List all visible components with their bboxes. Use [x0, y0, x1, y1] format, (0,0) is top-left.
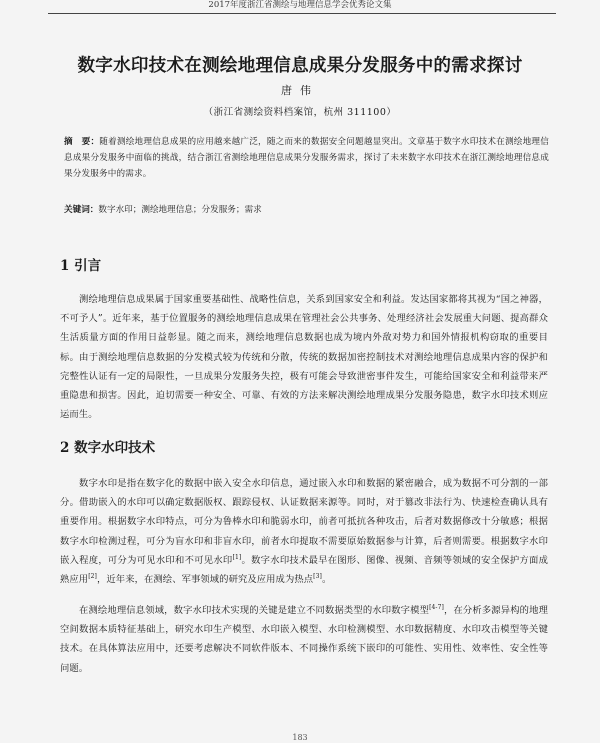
watermark-paragraph-1 [60, 474, 548, 589]
text-run: 数字水印是指在数字化的数据中嵌入安全水印信息，通过嵌入水印和数据的紧密融合，成为数据不可分割的一部分。借助嵌入的水印可以确定数据版权、跟踪侵权、认证数据来源等。同时，对于篡改非法行为、快速检查确认具有重要作用。根据数字水印特点，可分为鲁棒水印和脆弱水印，前者可抵抗各种攻击，后者对数据修改十分敏感；根据数字水印检测过程，可分为盲水印和非盲水印，前者水印提取不需要原始数据参与计算，后者则需要。根据数字水印嵌入程度，可分为可见水印和不可见水印 [60, 478, 548, 566]
abstract-label: 摘 要： [64, 137, 100, 147]
running-header: 2017年度浙江省测绘与地理信息学会优秀论文集 [208, 0, 392, 10]
abstract-text: 随着测绘地理信息成果的应用越来越广泛，随之而来的数据安全问题越显突出。文章基于数字水印技术在测绘地理信息成果分发服务中面临的挑战，结合浙江省测绘地理信息成果分发服务需求，探讨了未来数字水印技术在浙江测绘地理信息成果分发服务中的需求。 [64, 137, 549, 179]
keywords-text: 数字水印；测绘地理信息；分发服务；需求 [98, 205, 262, 215]
header-divider [48, 13, 556, 14]
watermark-paragraph-2 [60, 601, 548, 678]
keywords-label: 关键词： [64, 205, 99, 215]
text-run: ，在分析多源异构的地理空间数据本质特征基础上，研究水印生产模型、水印嵌入模型、水印检测模型、水印数据精度、水印攻击模型等关键技术。在具体算法应用中，还要考虑解决不同软件版本、不同操作系统下嵌印的可能性、实用性、效率性、安全性等问题。 [60, 605, 548, 674]
citation: [2] [88, 572, 98, 580]
citation: [4-7] [429, 603, 444, 611]
author: 唐伟 [281, 84, 319, 97]
affiliation: （浙江省测绘资料档案馆，杭州 311100） [203, 107, 397, 118]
section-heading-introduction: 1 引言 [60, 258, 102, 274]
introduction-paragraph: 测绘地理信息成果属于国家重要基础性、战略性信息，关系到国家安全和利益。发达国家都将其视为“国之神器，不可予人”。近年来，基于位置服务的测绘地理信息成果在管理社会公共事务、处理经济社会发展重大问题、提高群众生活质量方面的作用日益彰显。随之而来，测绘地理信息数据也成为境内外敌对势力和国外情报机构窃取的重要目标。由于测绘地理信息数据的分发模式较为传统和分散，传统的数据加密控制技术对测绘地理信息成果内容的保护和完整性认证有一定的局限性，一旦成果分发服务失控，极有可能会导致泄密事件发生，可能给国家安全和利益带来严重隐患和损害。因此，迫切需要一种安全、可靠、有效的方法来解决测绘地理成果分发服务隐患，数字水印技术则应运而生。 [60, 294, 548, 421]
citation: [1] [232, 553, 242, 561]
text-run: 。 [321, 574, 332, 586]
text-run: 在测绘地理信息领域，数字水印技术实现的关键是建立不同数据类型的水印数字模型 [79, 605, 430, 616]
citation: [3] [313, 572, 322, 580]
section-heading-digital-watermark: 2 数字水印技术 [60, 440, 156, 456]
page-number: 183 [292, 733, 308, 742]
abstract [64, 134, 549, 182]
keywords [64, 202, 549, 218]
paper-title: 数字水印技术在测绘地理信息成果分发服务中的需求探讨 [77, 56, 523, 76]
text-run: ，近年来，在测绘、军事领域的研究及应用成为热点 [97, 574, 314, 586]
text-run: 。数字水印技术最早在图形、图像、视频、音频等领域的安全保护方面成熟应用 [60, 554, 548, 586]
